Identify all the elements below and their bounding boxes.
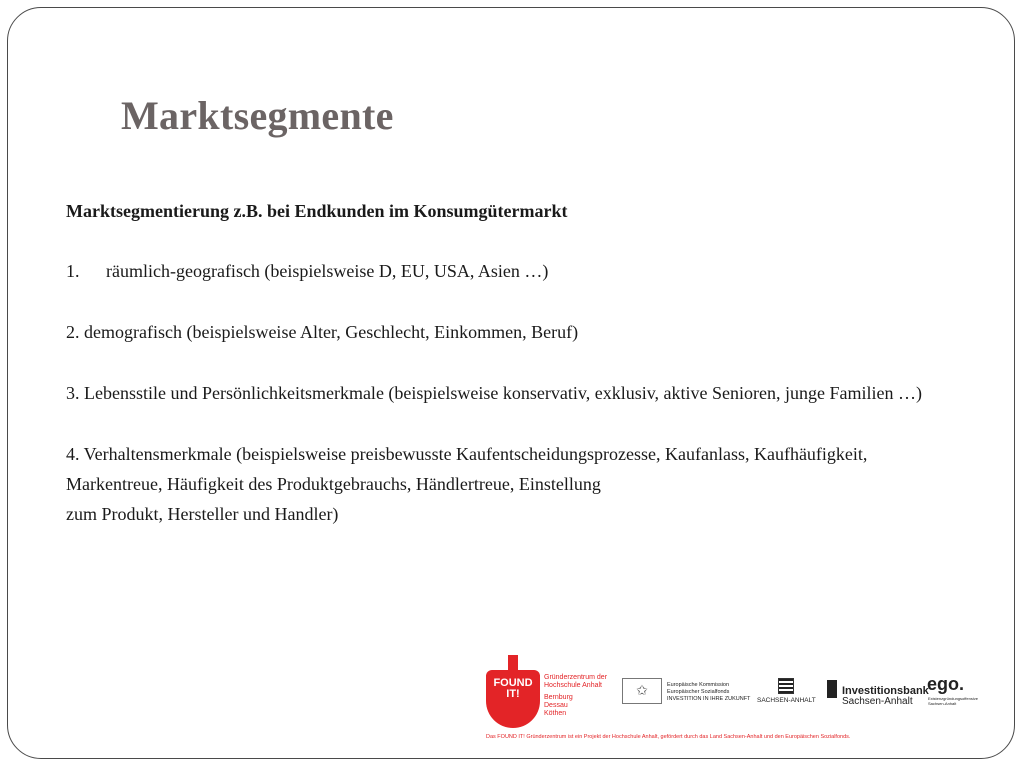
sachsen-anhalt-crest-icon: [778, 678, 794, 694]
found-org-line-2: Hochschule Anhalt: [544, 682, 602, 689]
list-item-1-number: 1.: [66, 261, 80, 281]
investitionsbank-logo: [842, 686, 929, 707]
found-org-line-1: Gründerzentrum der: [544, 674, 608, 681]
footer-note: Das FOUND IT! Gründerzentrum ist ein Projekt der Hochschule Anhalt, gefördert durch das Land Sachsen-Anhalt und den Europäischen Sozialfonds.: [486, 734, 851, 740]
list-item-1: [66, 256, 1006, 286]
list-item-4: [66, 439, 1006, 529]
found-city-1: Bernburg: [544, 694, 573, 701]
sachsen-anhalt-label: SACHSEN-ANHALT: [757, 697, 816, 704]
slide-frame: [7, 7, 1015, 759]
subheading: Marktsegmentierung z.B. bei Endkunden im Konsumgütermarkt: [66, 201, 568, 221]
list-item-3: 3. Lebensstile und Persönlichkeitsmerkmale (beispielsweise konservativ, exklusiv, aktive Senioren, junge Familien …): [66, 383, 922, 403]
eu-line-3: INVESTITION IN IHRE ZUKUNFT: [667, 696, 751, 702]
eu-line-1: Europäische Kommission: [667, 682, 730, 688]
eu-line-2: Europäischer Sozialfonds: [667, 689, 730, 695]
list-item-4-line-3: zum Produkt, Hersteller und Handler): [66, 504, 339, 524]
found-it-org-info: [544, 674, 607, 718]
slide-body: [66, 196, 1006, 529]
eu-logo-text: [667, 682, 750, 703]
list-item-2: 2. demografisch (beispielsweise Alter, Geschlecht, Einkommen, Beruf): [66, 322, 579, 342]
list-item-1-text: räumlich-geografisch (beispielsweise D, EU, USA, Asien …): [106, 261, 549, 281]
found-it-label: FOUND IT!: [493, 677, 533, 700]
slide-title: Marktsegmente: [121, 93, 394, 138]
found-city-2: Dessau: [544, 702, 568, 709]
investitionsbank-icon: [827, 680, 837, 698]
ego-subtitle: Existenzgründungsoffensive Sachsen-Anhalt: [928, 696, 978, 706]
found-city-3: Köthen: [544, 710, 567, 717]
sponsor-logos: [482, 652, 992, 747]
ib-line-2: Sachsen-Anhalt: [842, 696, 913, 707]
ib-line-1: Investitionsbank: [842, 685, 929, 697]
list-item-4-line-1: 4. Verhaltensmerkmale (beispielsweise preisbewusste Kaufentscheidungsprozesse, Kaufanlass, Kaufhäufigkeit,: [66, 444, 868, 464]
ego-logo: ego.: [927, 674, 965, 694]
list-item-4-line-2: Markentreue, Häufigkeit des Produktgebrauchs, Händlertreue, Einstellung: [66, 474, 601, 494]
eu-flag-icon: ✩: [622, 678, 662, 704]
